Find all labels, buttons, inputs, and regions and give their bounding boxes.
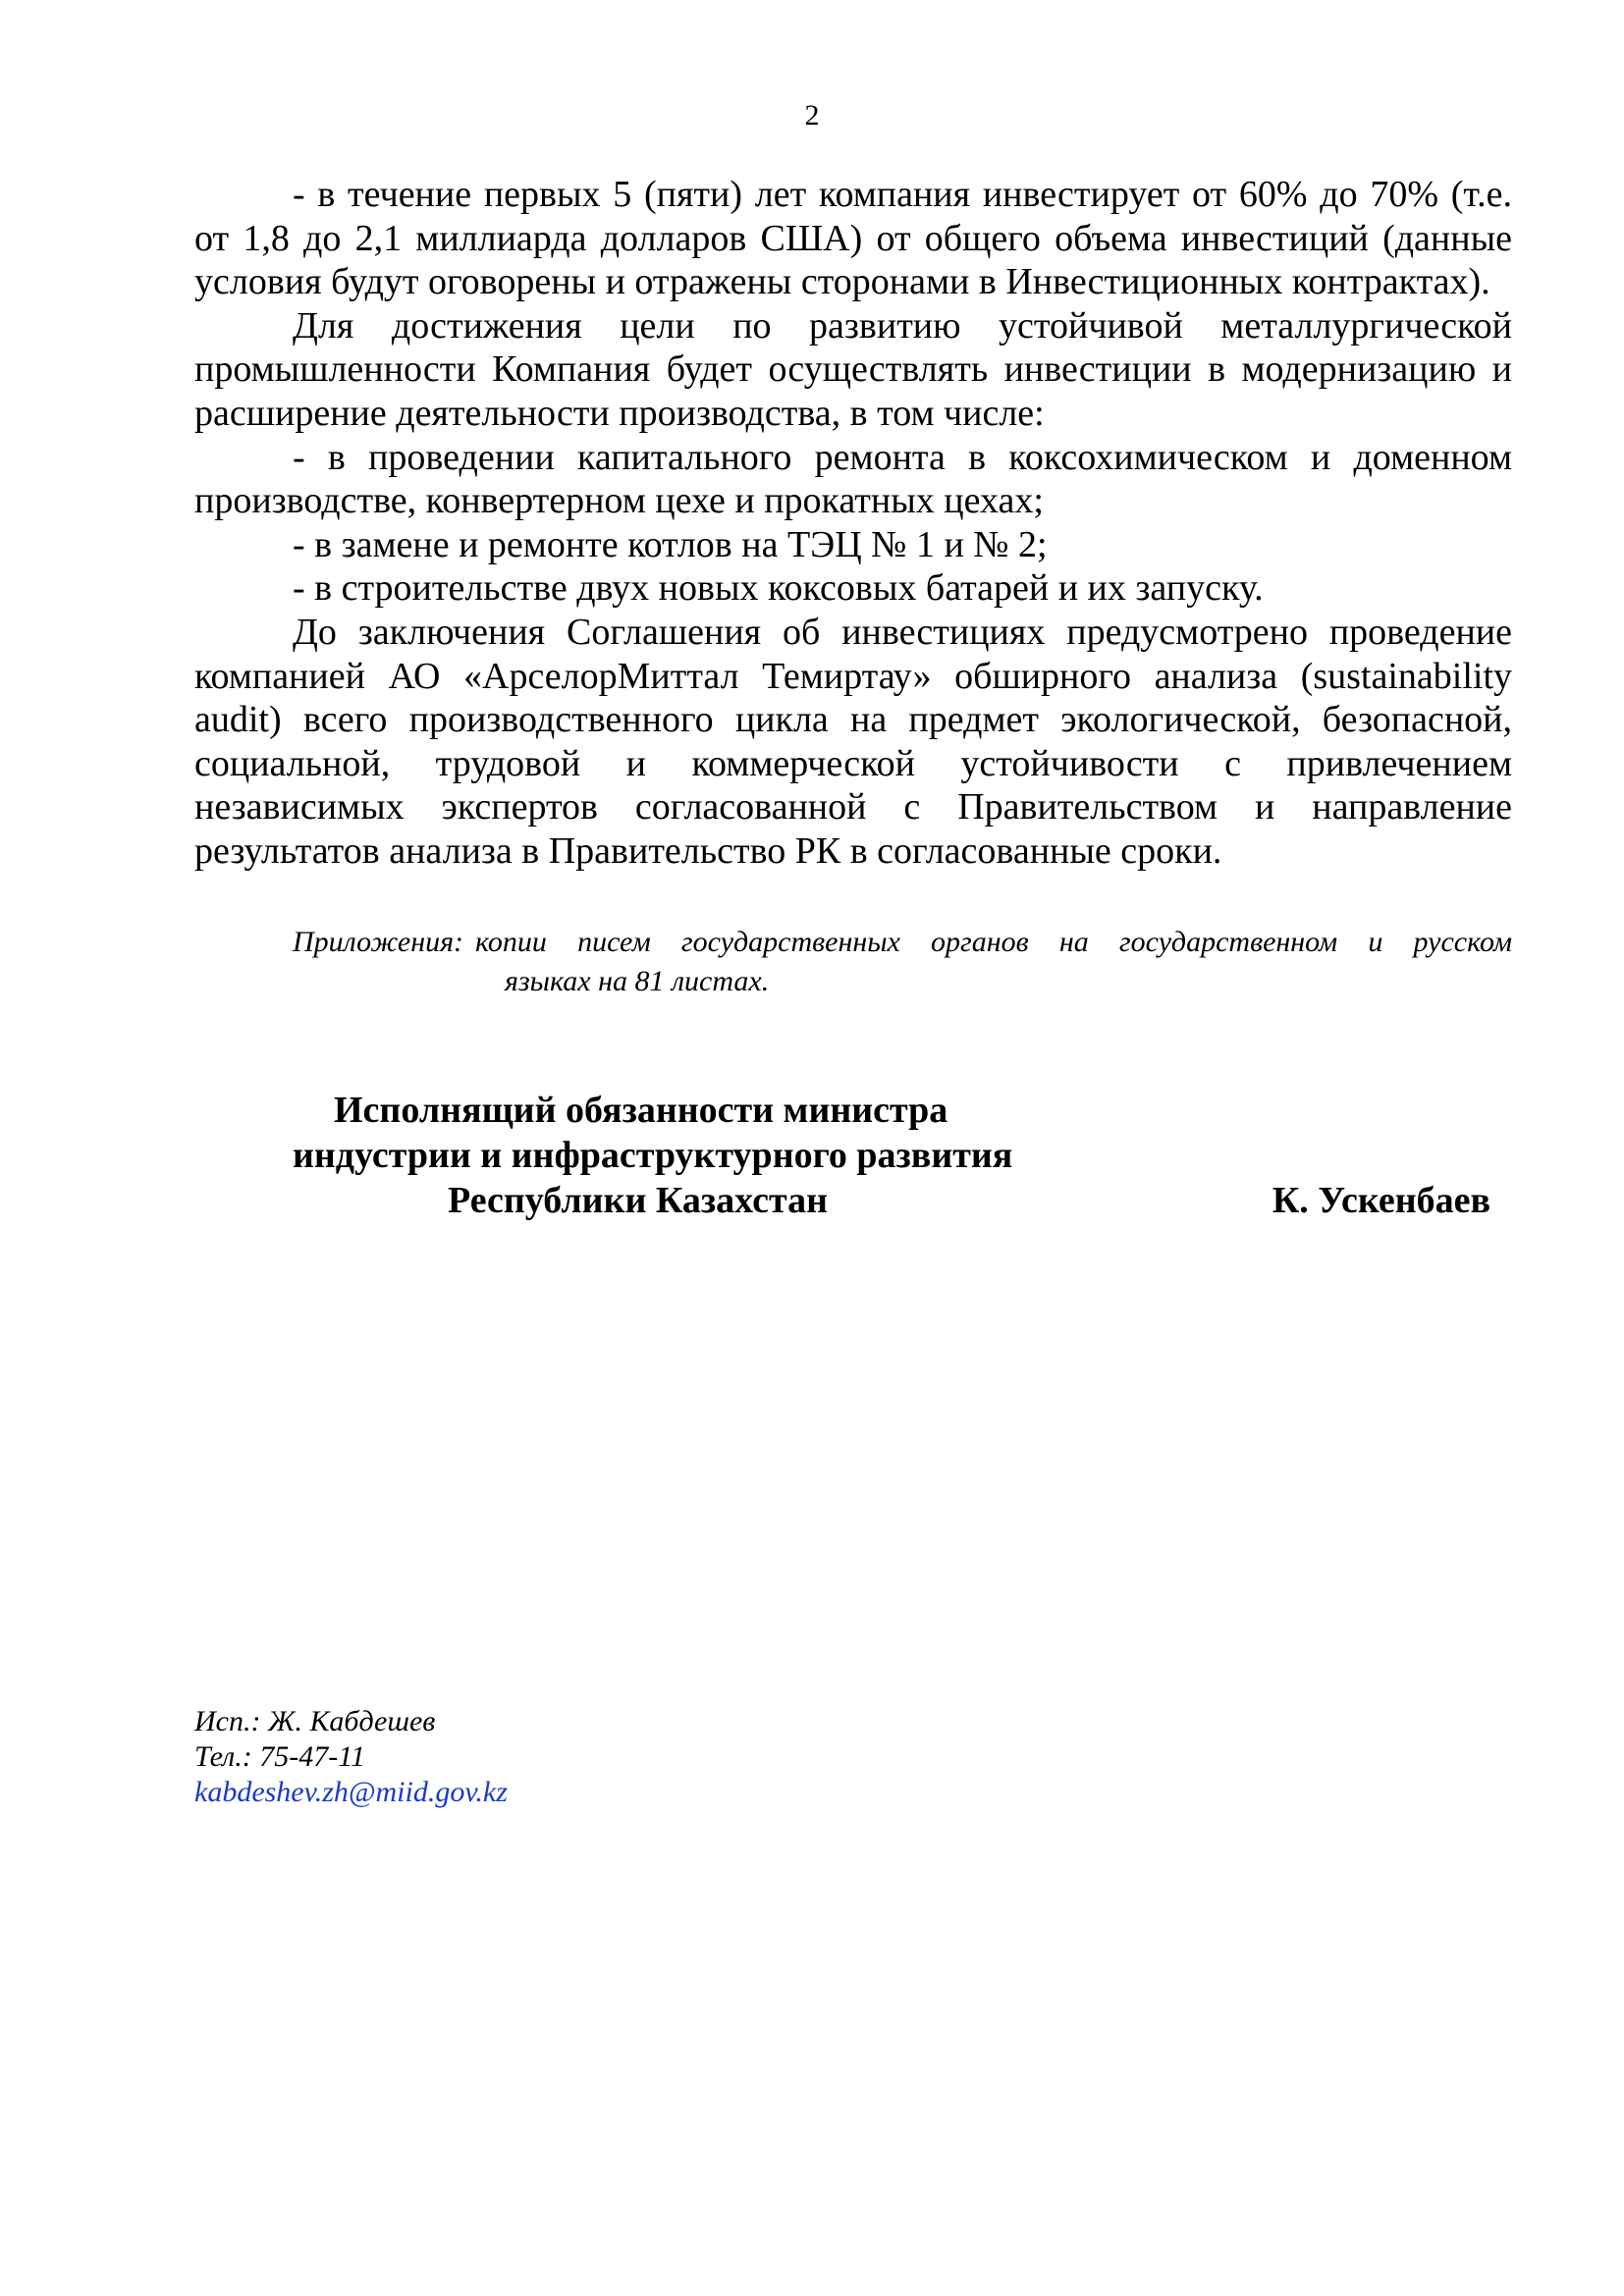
signatory-title-line1: Исполнящий обязанности министра [334, 1090, 948, 1131]
executor-phone: Тел.: 75-47-11 [194, 1740, 365, 1773]
executor-info [194, 1704, 508, 1810]
attachment-label: Приложения: [293, 926, 464, 958]
list-item-capital-repair: - в проведении капитального ремонта в коксохимическом и доменном производстве, конвертерном цехе и прокатных цехах; [194, 436, 1512, 522]
paragraph-investment-terms: - в течение первых 5 (пяти) лет компания инвестирует от 60% до 70% (т.е. от 1,8 до 2,1 миллиарда долларов США) от общего объема инвестиций (данные условия будут оговорены и отражены сторонами в Инвестиционных контрактах). [194, 174, 1512, 303]
signatory-name: К. Ускенбаев [1272, 1180, 1490, 1221]
attachment-note [293, 923, 1512, 1001]
attachment-text-line2: языках на 81 листах. [505, 965, 770, 997]
attachment-text-line1: копии писем государственных органов на государственном и русском [475, 926, 1512, 958]
list-item-coke-batteries: - в строительстве двух новых коксовых батарей и их запуску. [293, 567, 1264, 610]
signature-block [194, 1088, 1512, 1223]
page-number: 2 [804, 99, 820, 132]
executor-name: Исп.: Ж. Кабдешев [194, 1705, 436, 1737]
signatory-title-line3: Республики Казахстан [448, 1180, 828, 1221]
paragraph-sustainability-audit: До заключения Соглашения об инвестициях предусмотрено проведение компанией АО «АрселорМиттал Темиртау» обширного анализа (sustainability audit) всего производственного цикла на предмет экологической, безопасной, социальной, трудовой и коммерческой устойчивости с привлечением независимых экспертов согласованной с Правительством и направление результатов анализа в Правительство РК в согласованные сроки. [194, 611, 1512, 872]
signatory-title-line2: индустрии и инфраструктурного развития [293, 1135, 1013, 1176]
executor-email-link[interactable]: kabdeshev.zh@miid.gov.kz [194, 1776, 508, 1808]
paragraph-investment-goal: Для достижения цели по развитию устойчивой металлургической промышленности Компания будет осуществлять инвестиции в модернизацию и расширение деятельности производства, в том числе: [194, 304, 1512, 434]
letter-body [194, 173, 1512, 874]
list-item-boiler-replacement: - в замене и ремонте котлов на ТЭЦ № 1 и № 2; [293, 523, 1048, 565]
